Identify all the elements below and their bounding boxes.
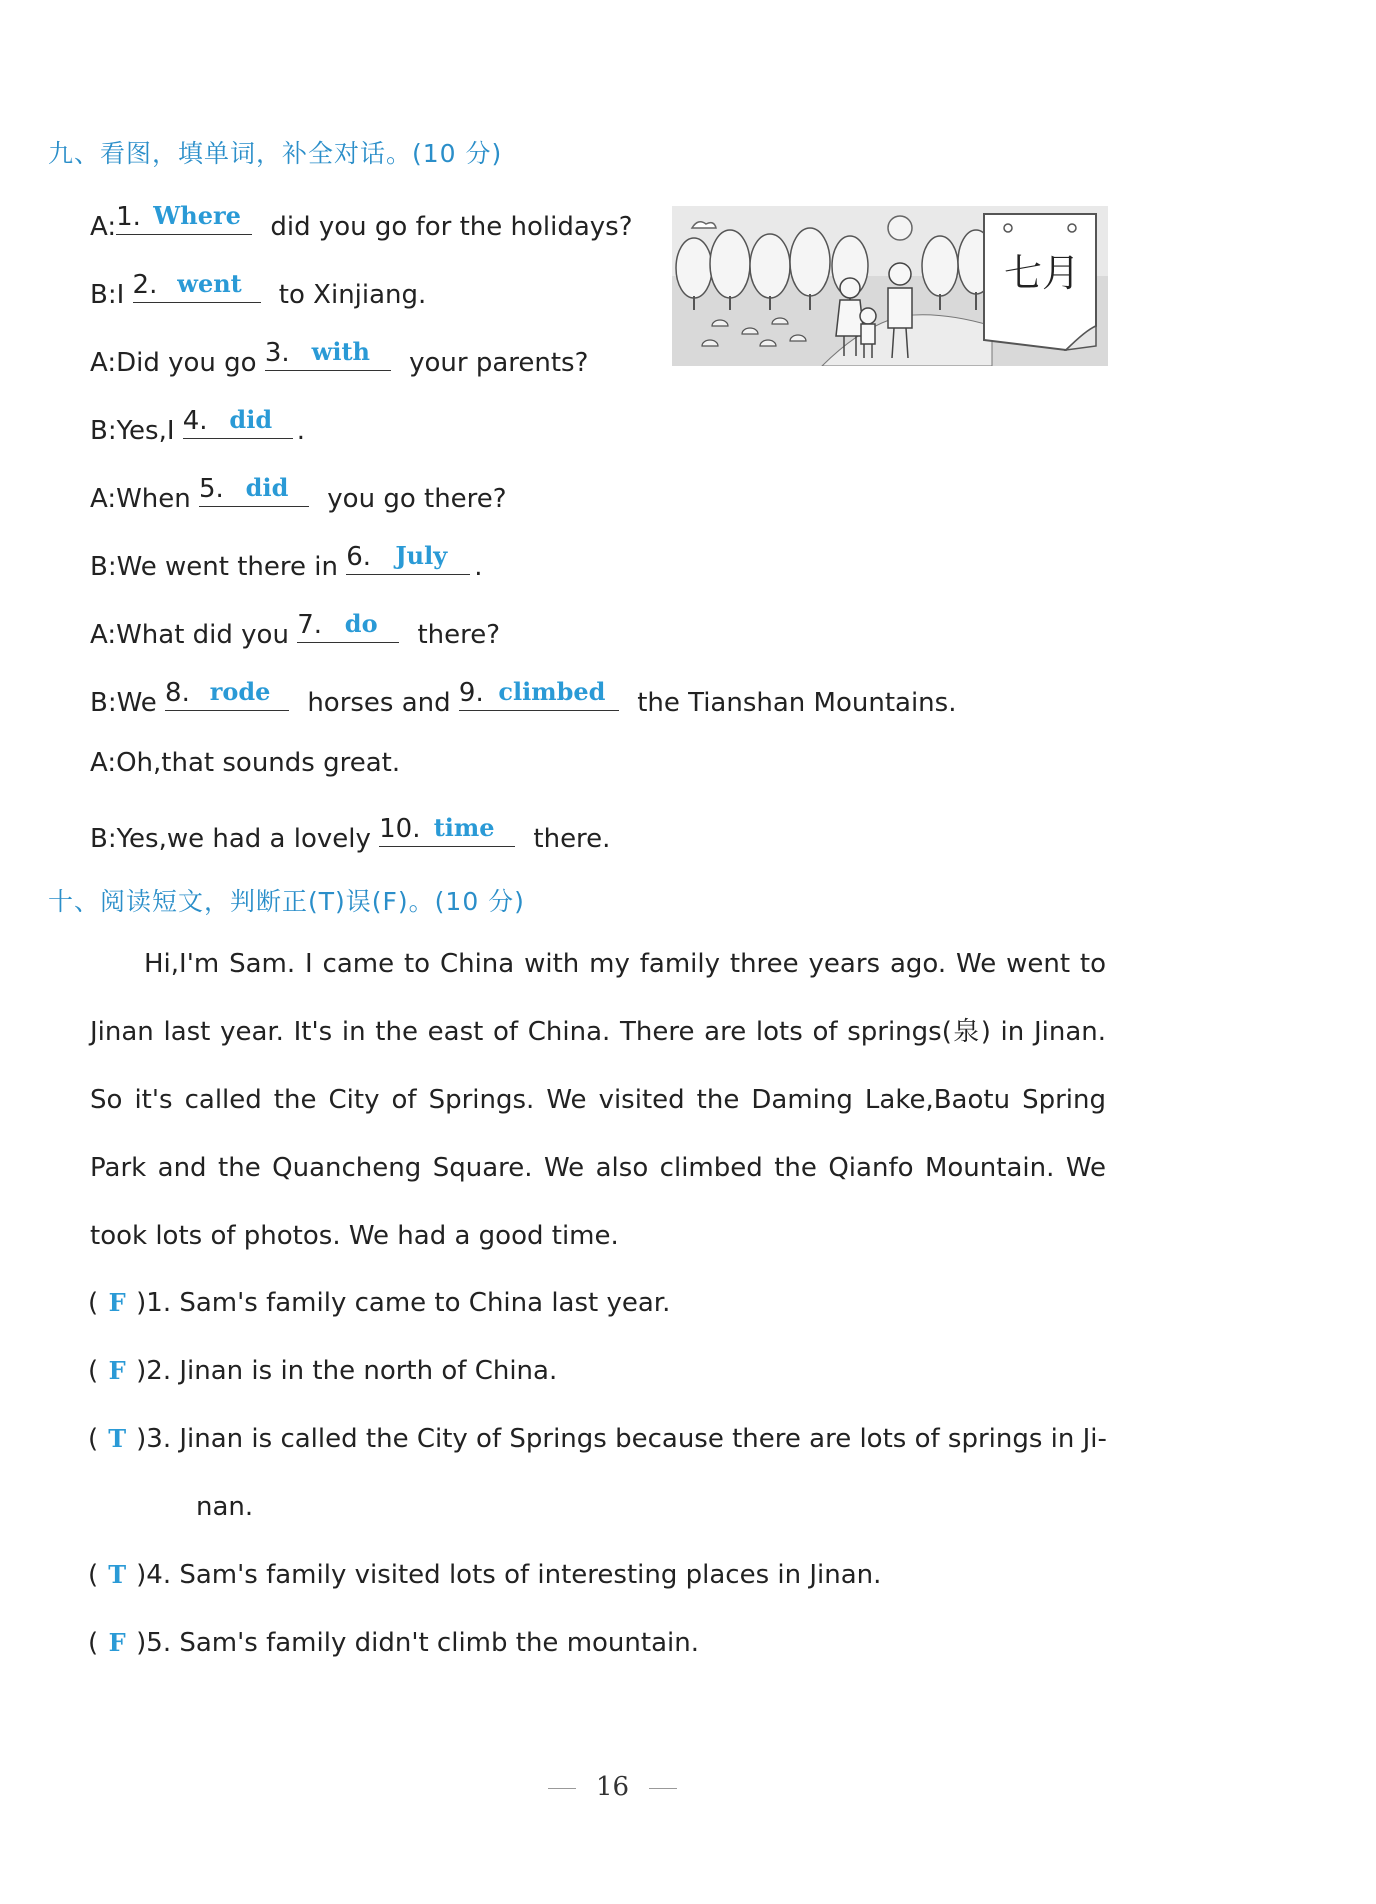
blank-10[interactable]: 10. time xyxy=(379,816,515,847)
blank-1[interactable]: 1. Where xyxy=(116,204,252,235)
footer-dash-left xyxy=(548,1788,576,1789)
blank-3[interactable]: 3. with xyxy=(265,340,391,371)
footer-dash-right xyxy=(649,1788,677,1789)
judge-answer-4[interactable]: T xyxy=(108,1560,127,1589)
judge-answer-5[interactable]: F xyxy=(108,1628,126,1657)
judge-item-4: ( T )4. Sam's family visited lots of interesting places in Jinan. xyxy=(88,1560,882,1590)
blank-7[interactable]: 7. do xyxy=(297,612,399,643)
family-trip-illustration xyxy=(672,206,1108,366)
judge-answer-2[interactable]: F xyxy=(108,1356,126,1385)
judge-item-5: ( F )5. Sam's family didn't climb the mountain. xyxy=(88,1628,699,1658)
page-footer xyxy=(528,1772,697,1802)
dialogue-line-7: A:What did you 7. do there? xyxy=(90,609,501,650)
judge-answer-3[interactable]: T xyxy=(108,1424,127,1453)
section-10-heading: 十、阅读短文，判断正(T)误(F)。(10 分) xyxy=(48,887,525,916)
reading-passage: Hi,I'm Sam. I came to China with my family three years ago. We went to Jinan last year. It's in the east of China. There are lots of springs(泉) in Jinan. So it's called the City of Springs. We visited the Daming Lake,Baotu Spring Park and the Quancheng Square. We also climbed the Qianfo Mountain. We took lots of photos. We had a good time. xyxy=(90,949,1106,1251)
section-9-heading: 九、看图，填单词，补全对话。(10 分) xyxy=(48,139,503,168)
dialogue-line-5: A:When 5. did you go there? xyxy=(90,473,507,514)
dialogue-line-1: A: 1. Where did you go for the holidays? xyxy=(90,201,633,242)
blank-2[interactable]: 2. went xyxy=(133,272,261,303)
blank-5[interactable]: 5. did xyxy=(199,476,309,507)
dialogue-line-4: B:Yes,I 4. did . xyxy=(90,405,306,446)
blank-6[interactable]: 6. July xyxy=(346,544,470,575)
judge-item-1: ( F )1. Sam's family came to China last year. xyxy=(88,1288,671,1318)
dialogue-line-8: B:We 8. rode horses and 9. climbed the Tianshan Mountains. xyxy=(90,677,957,718)
judge-item-3-continuation: nan. xyxy=(196,1492,254,1522)
dialogue-line-10: B:Yes,we had a lovely 10. time there. xyxy=(90,813,611,854)
blank-4[interactable]: 4. did xyxy=(183,408,293,439)
judge-answer-1[interactable]: F xyxy=(108,1288,126,1317)
page-number: 16 xyxy=(596,1772,630,1802)
judge-item-3: ( T )3. Jinan is called the City of Springs because there are lots of springs in Ji- xyxy=(88,1424,1107,1454)
calendar-month-text: 七月 xyxy=(1003,251,1081,295)
blank-9[interactable]: 9. climbed xyxy=(459,680,619,711)
blank-8[interactable]: 8. rode xyxy=(165,680,289,711)
dialogue-line-9: A:Oh,that sounds great. xyxy=(90,748,401,778)
dialogue-line-2: B:I 2. went to Xinjiang. xyxy=(90,269,427,310)
judge-item-2: ( F )2. Jinan is in the north of China. xyxy=(88,1356,558,1386)
dialogue-line-6: B:We went there in 6. July . xyxy=(90,541,483,582)
dialogue-line-3: A:Did you go 3. with your parents? xyxy=(90,337,589,378)
